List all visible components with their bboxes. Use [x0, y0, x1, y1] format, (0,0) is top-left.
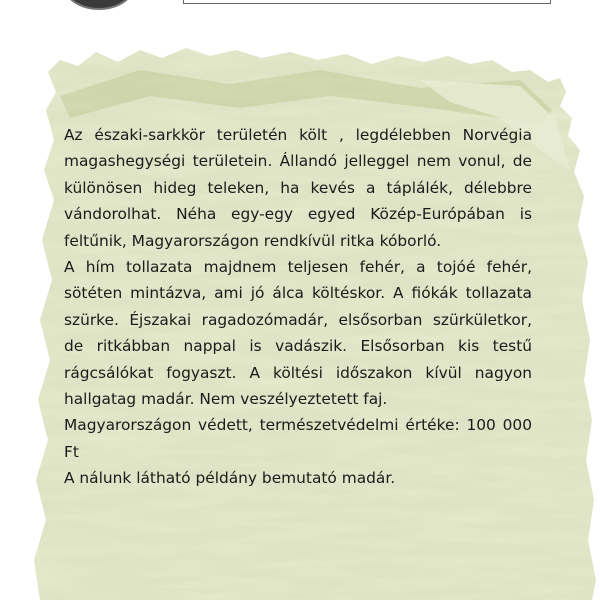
document-body: [64, 122, 532, 492]
paragraph-description: A hím tollazata majdnem teljesen fehér, a tojóé fehér, sötéten mintázva, ami jó álca költéskor. A fiókák tollazata szürke. Éjszakai ragadozómadár, elsősorban szürkületkor, de ritkábban nappal is vadászik. Elsősorban kis testű rágcsálókat fogyaszt. A költési időszakon kívül nagyon hallgatag madár. Nem veszélyeztetett faj.: [64, 258, 532, 409]
paragraph-exhibit-note: A nálunk látható példány bemutató madár.: [64, 469, 396, 488]
paragraph-protection-value: Magyarországon védett, természetvédelmi értéke: 100 000 Ft: [64, 416, 532, 461]
paragraph-distribution: Az északi-sarkkör területén költ , legdélebben Norvégia magashegységi területein. Állandó jelleggel nem vonul, de különösen hideg teleken, ha kevés a táplálék, délebbre vándorolhat. Néha egy-egy egyed Közép-Európában is feltűnik, Magyarországon rendkívül ritka kóborló.: [64, 126, 532, 250]
header-box-fragment: [183, 0, 551, 4]
